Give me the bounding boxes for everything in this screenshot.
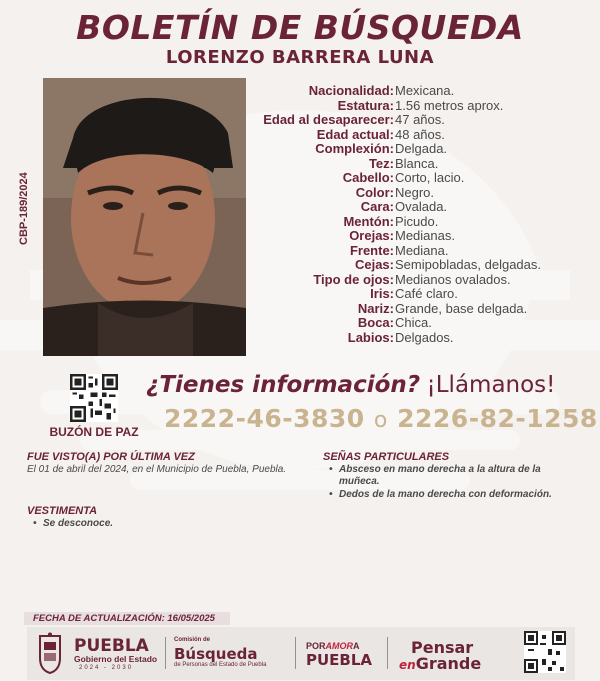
detail-value: Semipobladas, delgadas. <box>395 257 541 272</box>
grande-word: Grande <box>415 654 482 673</box>
detail-value: Picudo. <box>395 213 439 229</box>
detail-label: Estatura: <box>337 97 394 113</box>
detail-row <box>250 273 590 288</box>
detail-value: Delgada. <box>395 141 448 156</box>
detail-row <box>250 200 590 215</box>
comision-text: Comisión de <box>174 637 211 643</box>
info-question: ¿Tienes información? <box>146 372 421 398</box>
detail-label: Cara: <box>360 199 394 214</box>
detail-row <box>250 186 590 201</box>
detail-label: Tipo de ojos: <box>313 271 394 287</box>
detail-row <box>250 171 590 186</box>
clothing-list <box>27 518 297 530</box>
gobierno-text: Gobierno del Estado <box>74 654 158 664</box>
detail-label: Nariz: <box>357 300 394 316</box>
detail-value: Mexicana. <box>395 83 455 98</box>
phone-numbers <box>164 404 598 433</box>
amor-word: AMOR <box>325 641 354 651</box>
state-coat-of-arms-icon <box>37 632 63 674</box>
buzon-qr-code[interactable] <box>70 374 118 422</box>
detail-row <box>250 229 590 244</box>
detail-row <box>250 258 590 273</box>
distinguishing-marks-section <box>323 451 583 501</box>
detail-row <box>250 244 590 259</box>
detail-row <box>250 316 590 331</box>
detail-value: 1.56 metros aprox. <box>395 97 504 113</box>
detail-value: Mediana. <box>395 242 449 258</box>
detail-row <box>250 99 590 114</box>
detail-label: Edad actual: <box>316 126 394 142</box>
detail-value: Medianos ovalados. <box>395 271 511 287</box>
clothing-section <box>27 505 297 530</box>
detail-label: Tez: <box>368 155 394 171</box>
call-us-text: ¡Llámanos! <box>426 372 556 398</box>
footer-qr-code[interactable] <box>524 631 566 673</box>
pensar-text: Pensar <box>411 638 474 657</box>
last-seen-section <box>27 451 297 476</box>
footer-logos <box>27 627 575 680</box>
phone-separator: o <box>373 408 388 433</box>
puebla-slogan-text: PUEBLA <box>306 651 373 669</box>
bulletin-title: BOLETÍN DE BÚSQUEDA <box>76 8 524 47</box>
detail-value: Chica. <box>395 315 432 330</box>
detail-row <box>250 157 590 172</box>
detail-label: Color: <box>355 184 394 200</box>
en-grande-text <box>399 654 481 673</box>
detail-label: Labios: <box>347 329 394 345</box>
footer-divider <box>387 637 388 669</box>
por-amor-text <box>306 641 360 651</box>
detail-row <box>250 302 590 317</box>
detail-value: Grande, base delgada. <box>395 300 528 316</box>
detail-value: Café claro. <box>395 286 458 301</box>
detail-value: Negro. <box>395 184 435 200</box>
a-word: A <box>353 641 360 651</box>
mark-item: • Dedos de la mano derecha con deformación. <box>323 489 583 501</box>
phone-number-1[interactable]: 2222-46-3830 <box>164 404 365 433</box>
detail-label: Nacionalidad: <box>308 83 394 98</box>
detail-value: Corto, lacio. <box>395 170 465 185</box>
puebla-logo-text: PUEBLA <box>74 636 149 656</box>
missing-person-name: LORENZO BARRERA LUNA <box>165 47 435 68</box>
detail-row <box>250 84 590 99</box>
footer-divider <box>295 637 296 669</box>
last-seen-heading: FUE VISTO(A) POR ÚLTIMA VEZ <box>27 451 195 463</box>
detail-row <box>250 142 590 157</box>
detail-label: Complexión: <box>315 141 394 156</box>
last-seen-text: El 01 de abril del 2024, en el Municipio de Puebla, Puebla. <box>27 464 287 475</box>
detail-label: Cejas: <box>354 257 394 272</box>
por-word: POR <box>306 641 326 651</box>
years-text: 2024 - 2030 <box>79 665 134 671</box>
phone-number-2[interactable]: 2226-82-1258 <box>397 404 598 433</box>
personas-text: de Personas del Estado de Puebla <box>174 662 267 668</box>
detail-value: 48 años. <box>395 126 445 142</box>
marks-list <box>323 464 583 501</box>
buzon-de-paz-label: BUZÓN DE PAZ <box>49 425 139 439</box>
detail-row <box>250 215 590 230</box>
footer-divider <box>165 637 166 669</box>
detail-value: Ovalada. <box>395 199 448 214</box>
detail-label: Frente: <box>349 242 394 258</box>
detail-row <box>250 287 590 302</box>
detail-label: Orejas: <box>349 228 394 243</box>
detail-value: Blanca. <box>395 155 439 171</box>
update-date: FECHA DE ACTUALIZACIÓN: 16/05/2025 <box>24 612 230 625</box>
detail-label: Boca: <box>357 315 394 330</box>
detail-label: Iris: <box>370 286 394 301</box>
call-to-action <box>146 371 555 398</box>
clothing-heading: VESTIMENTA <box>27 505 98 517</box>
physical-description-list <box>250 84 590 345</box>
mark-item: • Absceso en mano derecha a la altura de la muñeca. <box>323 464 583 488</box>
detail-row <box>250 113 590 128</box>
busqueda-logo-text: Búsqueda <box>174 645 258 663</box>
detail-label: Mentón: <box>343 213 394 229</box>
detail-row <box>250 331 590 346</box>
detail-label: Edad al desaparecer: <box>263 112 394 127</box>
detail-value: Delgados. <box>395 329 454 345</box>
case-folio: CBP-189/2024 <box>18 172 30 245</box>
person-photo <box>43 78 246 356</box>
detail-value: Medianas. <box>395 228 455 243</box>
en-word: en <box>399 658 416 672</box>
detail-label: Cabello: <box>342 170 394 185</box>
marks-heading: SEÑAS PARTICULARES <box>323 451 450 463</box>
detail-row <box>250 128 590 143</box>
detail-value: 47 años. <box>395 112 445 127</box>
clothing-item: • Se desconoce. <box>27 518 297 530</box>
